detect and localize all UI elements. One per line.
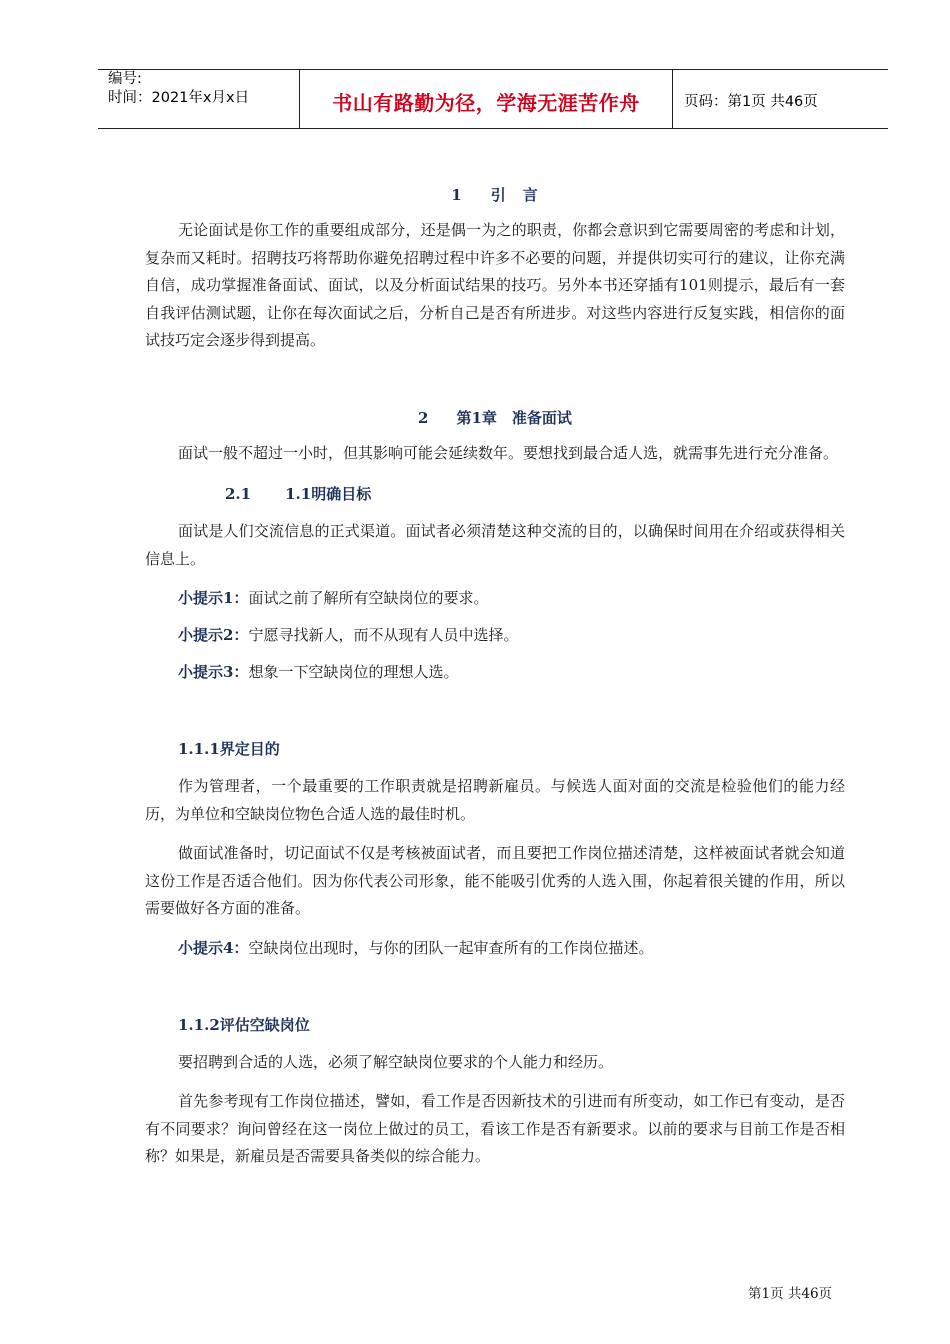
header-bottom-rule (98, 128, 888, 129)
section-heading-chapter1 (145, 407, 845, 428)
tip-4 (145, 935, 845, 962)
section-heading-intro (145, 184, 845, 205)
s112-paragraph-2: 首先参考现有工作岗位描述，譬如，看工作是否因新技术的引进而有所变动，如工作已有变动，是否有不同要求？询问曾经在这一岗位上做过的员工，看该工作是否有新要求。以前的要求与目前工作是否相称？如果是，新雇员是否需要具备类似的综合能力。 (145, 1092, 845, 1165)
tip-label: 小提示2： (178, 626, 249, 644)
tip-text: 宁愿寻找新人，而不从现有人员中选择。 (248, 626, 519, 644)
tip-text: 面试之前了解所有空缺岗位的要求。 (248, 589, 489, 607)
date-label: 时间：2021年x月x日 (108, 90, 250, 106)
tip-2 (145, 622, 845, 649)
s111-paragraph-1: 作为管理者，一个最重要的工作职责就是招聘新雇员。与候选人面对面的交流是检验他们的能力经历，为单位和空缺岗位物色合适人选的最佳时机。 (145, 777, 845, 823)
tip-3 (145, 659, 845, 686)
tip-1 (145, 585, 845, 612)
header-meta (108, 70, 249, 108)
serial-label: 编号: (108, 71, 142, 87)
s112-paragraph-1: 要招聘到合适的人选，必须了解空缺岗位要求的个人能力和经历。 (178, 1052, 614, 1071)
section-heading-1-1 (145, 483, 845, 504)
footer-page-number: 第1页 共46页 (748, 1286, 833, 1302)
s111-paragraph-2: 做面试准备时，切记面试不仅是考核被面试者，而且要把工作岗位描述清楚，这样被面试者就会知道这份工作是否适合他们。因为你代表公司形象，能不能吸引优秀的人选入围，你起着很关键的作用，所以需要做好各方面的准备。 (145, 844, 845, 917)
header-page-number: 页码：第1页 共46页 (684, 94, 818, 110)
tip-text: 空缺岗位出现时，与你的团队一起审查所有的工作岗位描述。 (248, 938, 654, 957)
tip-text: 想象一下空缺岗位的理想人选。 (248, 663, 459, 681)
document-body (145, 184, 845, 1171)
section-heading-1-1-1: 1.1.1界定目的 (178, 740, 280, 758)
section-title: 引 言 (490, 186, 539, 204)
section-number: 1 (451, 186, 463, 204)
section-number: 2.1 (225, 485, 252, 503)
chapter1-paragraph: 面试一般不超过一小时，但其影响可能会延续数年。要想找到最合适人选，就需事先进行充分准备。 (178, 443, 839, 462)
section-title: 1.1明确目标 (285, 485, 372, 503)
section-title: 第1章 准备面试 (456, 408, 572, 427)
header-motto: 书山有路勤为径，学海无涯苦作舟 (332, 91, 640, 115)
tip-label: 小提示4： (178, 938, 249, 957)
header-divider-2 (672, 70, 673, 129)
tip-label: 小提示3： (178, 663, 249, 681)
tip-label: 小提示1： (178, 589, 249, 607)
section-number: 2 (418, 408, 429, 427)
s11-paragraph: 面试是人们交流信息的正式渠道。面试者必须清楚这种交流的目的，以确保时间用在介绍或获得相关信息上。 (145, 522, 845, 568)
intro-paragraph: 无论面试是你工作的重要组成部分，还是偶一为之的职责，你都会意识到它需要周密的考虑和计划，复杂而又耗时。招聘技巧将帮助你避免招聘过程中许多不必要的问题，并提供切实可行的建议，让你充满自信，成功掌握准备面试、面试，以及分析面试结果的技巧。另外本书还穿插有101则提示，最后有一套自我评估测试题，让你在每次面试之后，分析自己是否有所进步。对这些内容进行反复实践，相信你的面试技巧定会逐步得到提高。 (145, 221, 845, 349)
section-heading-1-1-2: 1.1.2评估空缺岗位 (178, 1015, 310, 1034)
